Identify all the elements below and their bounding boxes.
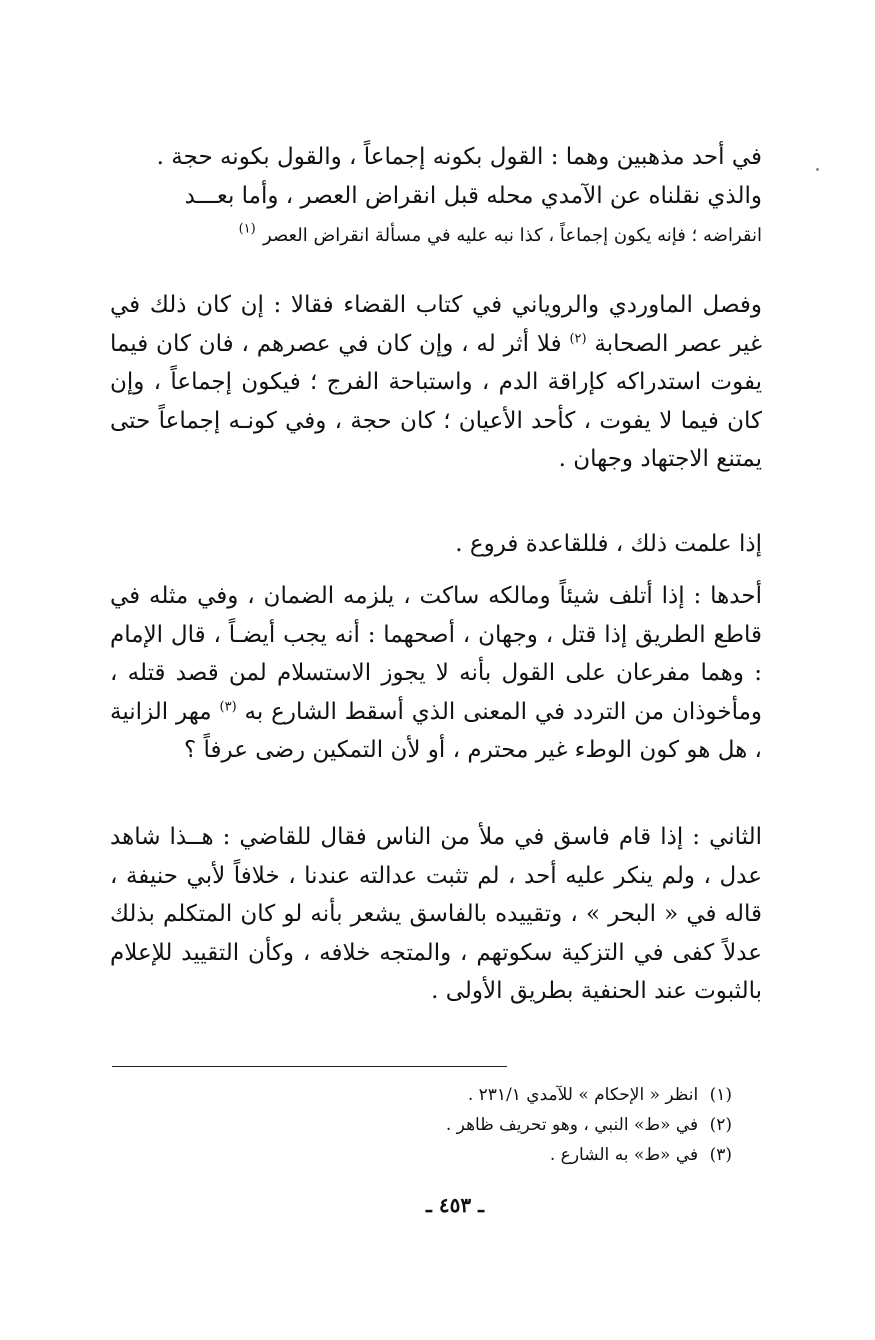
paragraph-1-line-1: في أحد مذهبين وهما : القول بكونه إجماعاً ، والقول بكونه حجة . bbox=[156, 144, 762, 170]
footnote-3 bbox=[112, 1140, 732, 1170]
footnote-number: (٢) bbox=[709, 1115, 732, 1135]
footnotes bbox=[112, 1080, 732, 1170]
footnote-divider bbox=[112, 1066, 507, 1067]
paragraph-4 bbox=[110, 577, 762, 770]
paragraph-4-part-1: أحدها : إذا أتلف شيئاً ومالكه ساكت ، يلزمه الضمان ، وفي مثله في قاطع الطريق إذا قتل ، وجهان ، أصحهما : أنه يجب أيضـاً ، قال الإمام : وهما مفرعان على القول بأنه لا يجوز الاستسلام لمن قصد قتله ، ومأخوذان من التردد في المعنى الذي أسقط الشارع به bbox=[110, 583, 763, 725]
margin-mark bbox=[816, 168, 819, 171]
paragraph-5-text: الثاني : إذا قام فاسق في ملأ من الناس فقال للقاضي : هــذا شاهد عدل ، ولم ينكر عليه أحد ، لم تثبت عدالته عندنا ، خلافاً لأبي حنيفة ، قاله في « البحر » ، وتقييده بالفاسق يشعر بأنه لو كان المتكلم بذلك عدلاً كفى في التزكية سكوتهم ، والمتجه خلافه ، وكأن التقييد للإعلام بالثبوت عند الحنفية بطريق الأولى . bbox=[110, 824, 762, 1004]
page-number: ـ ٤٥٣ ـ bbox=[426, 1193, 484, 1217]
footnote-number: (٣) bbox=[709, 1145, 732, 1165]
paragraph-2-part-2: فلا أثر له ، وإن كان في عصرهم ، فان كان فيما يفوت استدراكه كإراقة الدم ، واستباحة الفرج ؛ فيكون إجماعاً ، وإن كان فيما لا يفوت ، كأحد الأعيان ؛ كان حجة ، وفي كونـه إجماعاً حتى يمتنع الاجتهاد وجهان . bbox=[110, 330, 762, 472]
footnote-number: (١) bbox=[709, 1085, 732, 1105]
footnote-text: في «ط» به الشارع . bbox=[549, 1145, 699, 1165]
footnote-1 bbox=[112, 1080, 732, 1110]
footnote-ref-2: (٢) bbox=[569, 330, 587, 346]
paragraph-2-part-1: وفصل الماوردي والروياني في كتاب القضاء فقالا : إن كان ذلك في غير عصر الصحابة bbox=[110, 292, 763, 357]
paragraph-1-line-3: انقراضه ؛ فإنه يكون إجماعاً ، كذا نبه عليه في مسألة انقراض العصر bbox=[263, 225, 762, 246]
footnote-text: انظر « الإحكام » للآمدي ٢٣١/١ . bbox=[467, 1085, 699, 1105]
paragraph-4-part-2: مهر الزانية ، هل هو كون الوطء غير محترم ، أو لأن التمكين رضى عرفاً ؟ bbox=[110, 698, 762, 763]
paragraph-3 bbox=[110, 525, 762, 564]
footnote-2 bbox=[112, 1110, 732, 1140]
paragraph-1 bbox=[110, 138, 762, 256]
footnote-ref-3: (٣) bbox=[219, 698, 237, 714]
paragraph-3-text: إذا علمت ذلك ، فللقاعدة فروع . bbox=[455, 531, 762, 557]
footnote-text: في «ط» النبي ، وهو تحريف ظاهر . bbox=[445, 1115, 699, 1135]
paragraph-2 bbox=[110, 286, 762, 479]
paragraph-5 bbox=[110, 818, 762, 1011]
paragraph-1-line-2: والذي نقلناه عن الآمدي محله قبل انقراض العصر ، وأما بعـــد bbox=[184, 182, 762, 209]
footnote-ref-1: (١) bbox=[238, 221, 256, 237]
